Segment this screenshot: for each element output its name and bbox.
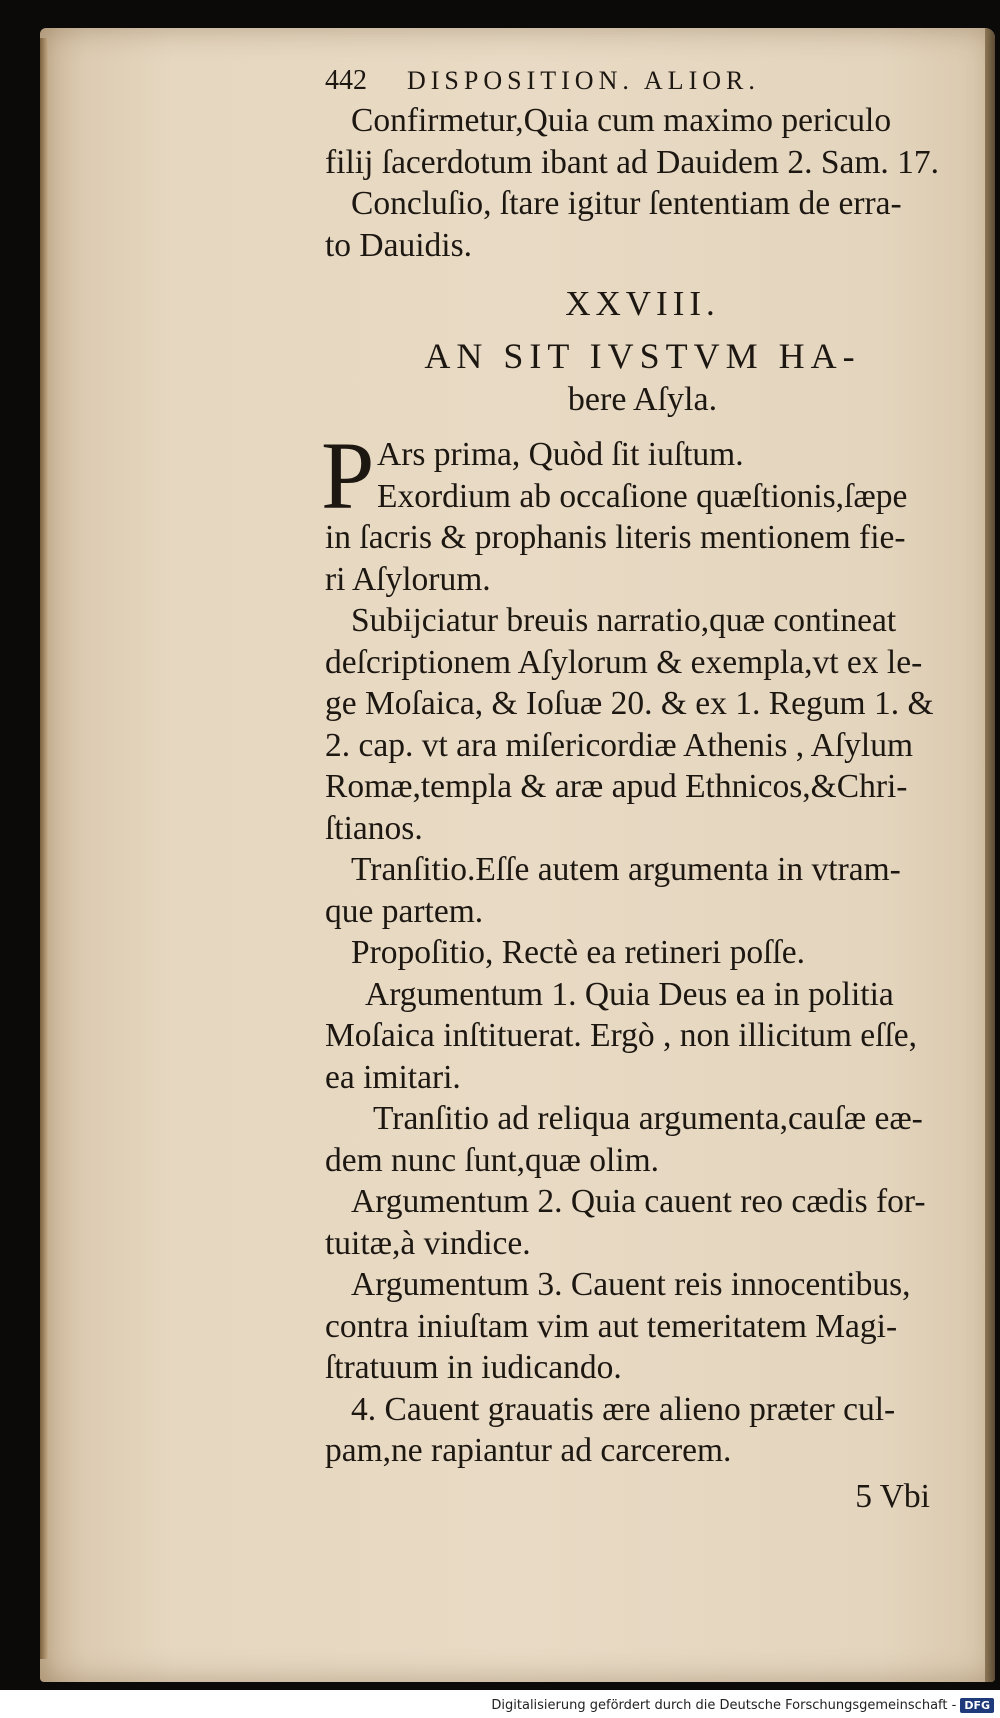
text-line: in ſacris & prophanis literis mentionem fie- [325, 519, 906, 556]
text-line: pam,ne rapiantur ad carcerem. [325, 1432, 732, 1469]
dfg-logo: DFG [960, 1698, 994, 1713]
text-line: filij ſacerdotum ibant ad Dauidem 2. Sam. 17. [325, 143, 940, 181]
page-edge [985, 28, 995, 1682]
text-line: Argumentum 1. Quia Deus ea in politia [365, 975, 894, 1013]
page-text [321, 60, 960, 1517]
section-number: XXVIII. [565, 284, 720, 323]
text-line: que partem. [325, 892, 484, 930]
text-line: Subijciatur breuis narratio,quæ contineat [351, 602, 897, 639]
text-line: Concluſio, ſtare igitur ſententiam de erra- [351, 185, 902, 222]
text-line: Confirmetur,Quia cum maximo periculo [351, 102, 892, 139]
paragraph-with-drop-cap [321, 422, 960, 529]
text-line: Argumentum 2. Quia cauent reo cædis for- [351, 1183, 926, 1220]
text-line: tuitæ,à vindice. [325, 1224, 531, 1262]
text-line: contra iniuſtam vim aut temeritatem Magi- [325, 1307, 898, 1345]
page-gutter [40, 38, 48, 1659]
text-line: dem nunc ſunt,quæ olim. [325, 1141, 660, 1179]
running-head: DISPOSITION. ALIOR. [407, 66, 760, 95]
section-title-continued: bere Aſyla. [567, 381, 718, 418]
text-line: 2. cap. vt ara miſericordiæ Athenis , Aſylum [325, 726, 914, 764]
text-line: Tranſitio.Eſſe autem argumenta in vtram- [351, 851, 901, 888]
drop-cap: P [321, 422, 375, 529]
text-line: ri Aſylorum. [325, 560, 491, 598]
text-line: ſtratuum in iudicando. [325, 1349, 622, 1386]
text-line: Romæ,templa & aræ apud Ethnicos,&Chri- [325, 768, 908, 805]
section-title: AN SIT IVSTVM HA- [424, 336, 861, 376]
text-line: ſtianos. [325, 809, 423, 847]
text-line: ge Moſaica, & Ioſuæ 20. & ex 1. Regum 1. & [325, 685, 934, 722]
text-line: Propoſitio, Rectè ea retineri poſſe. [351, 934, 805, 971]
text-line: 4. Cauent grauatis ære alieno præter cul- [351, 1390, 896, 1428]
page-number: 442 [325, 65, 367, 96]
catchword: 5 Vbi [855, 1477, 930, 1515]
text-line: to Dauidis. [325, 226, 473, 264]
text-line: Moſaica inſtituerat. Ergò , non illicitum eſſe, [325, 1017, 918, 1054]
text-line: Exordium ab occaſione quæſtionis,ſæpe [377, 477, 908, 515]
text-line: Argumentum 3. Cauent reis innocentibus, [351, 1266, 911, 1303]
text-line: Tranſitio ad reliqua argumenta,cauſæ eæ- [373, 1100, 923, 1137]
page-header [325, 60, 960, 100]
text-line: ea imitari. [325, 1058, 461, 1096]
text-line: Ars prima, Quòd ſit iuſtum. [377, 436, 744, 473]
digitization-footer [0, 1693, 1000, 1718]
footer-credit: Digitalisierung gefördert durch die Deutsche Forschungsgemeinschaft - [491, 1698, 957, 1713]
text-line: deſcriptionem Aſylorum & exempla,vt ex le- [325, 643, 923, 681]
